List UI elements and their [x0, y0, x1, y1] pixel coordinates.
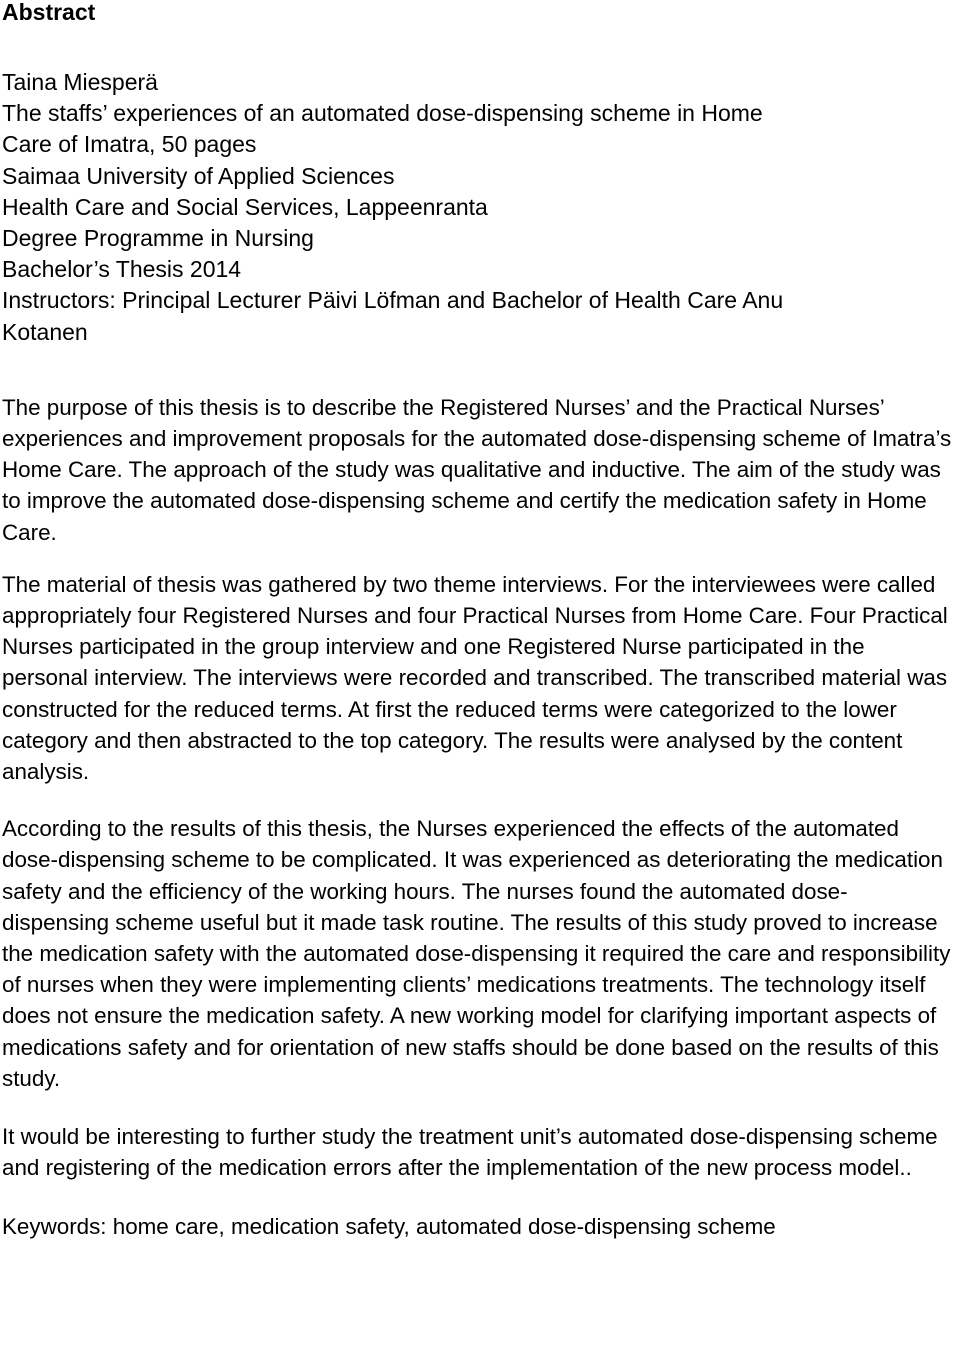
- thesis-title-line-2: Care of Imatra, 50 pages: [2, 131, 257, 158]
- faculty-line: Health Care and Social Services, Lappeenranta: [2, 193, 488, 220]
- page-title: Abstract: [2, 0, 96, 25]
- abstract-paragraph-further-study: It would be interesting to further study the treatment unit’s automated dose-dispensing scheme and registering of the medication errors after the implementation of the new process model..: [2, 1124, 938, 1181]
- thesis-metadata: [2, 67, 952, 348]
- thesis-year-line: Bachelor’s Thesis 2014: [2, 256, 242, 283]
- instructors-line-2: Kotanen: [2, 318, 88, 345]
- degree-programme-line: Degree Programme in Nursing: [2, 225, 314, 252]
- keywords: Keywords: home care, medication safety, automated dose-dispensing scheme: [2, 1213, 776, 1239]
- instructors-line-1: Instructors: Principal Lecturer Päivi Löfman and Bachelor of Health Care Anu: [2, 287, 784, 314]
- abstract-paragraph-results: According to the results of this thesis, the Nurses experienced the effects of the automated dose-dispensing scheme to be complicated. It was experienced as deteriorating the medication safety and the efficiency of the working hours. The nurses found the automated dose-dispensing scheme useful but it made task routine. The results of this study proved to increase the medication safety with the automated dose-dispensing it required the care and responsibility of nurses when they were implementing clients’ medications treatments. The technology itself does not ensure the medication safety. A new working model for clarifying important aspects of medications safety and for orientation of new staffs should be done based on the results of this study.: [2, 816, 951, 1091]
- abstract-paragraph-purpose: The purpose of this thesis is to describe the Registered Nurses’ and the Practical Nurses’ experiences and improvement proposals for the automated dose-dispensing scheme of Imatra’s Home Care. The approach of the study was qualitative and inductive. The aim of the study was to improve the automated dose-dispensing scheme and certify the medication safety in Home Care.: [2, 394, 952, 545]
- author-line: Taina Miesperä: [2, 69, 158, 95]
- university-line: Saimaa University of Applied Sciences: [2, 162, 395, 189]
- thesis-title-line-1: The staffs’ experiences of an automated dose-dispensing scheme in Home: [2, 100, 763, 127]
- abstract-paragraph-method: The material of thesis was gathered by two theme interviews. For the interviewees were called appropriately four Registered Nurses and four Practical Nurses from Home Care. Four Practical Nurses participated in the group interview and one Registered Nurse participated in the personal interview. The interviews were recorded and transcribed. The transcribed material was constructed for the reduced terms. At first the reduced terms were categorized to the lower category and then abstracted to the top category. The results were analysed by the content analysis.: [2, 571, 948, 785]
